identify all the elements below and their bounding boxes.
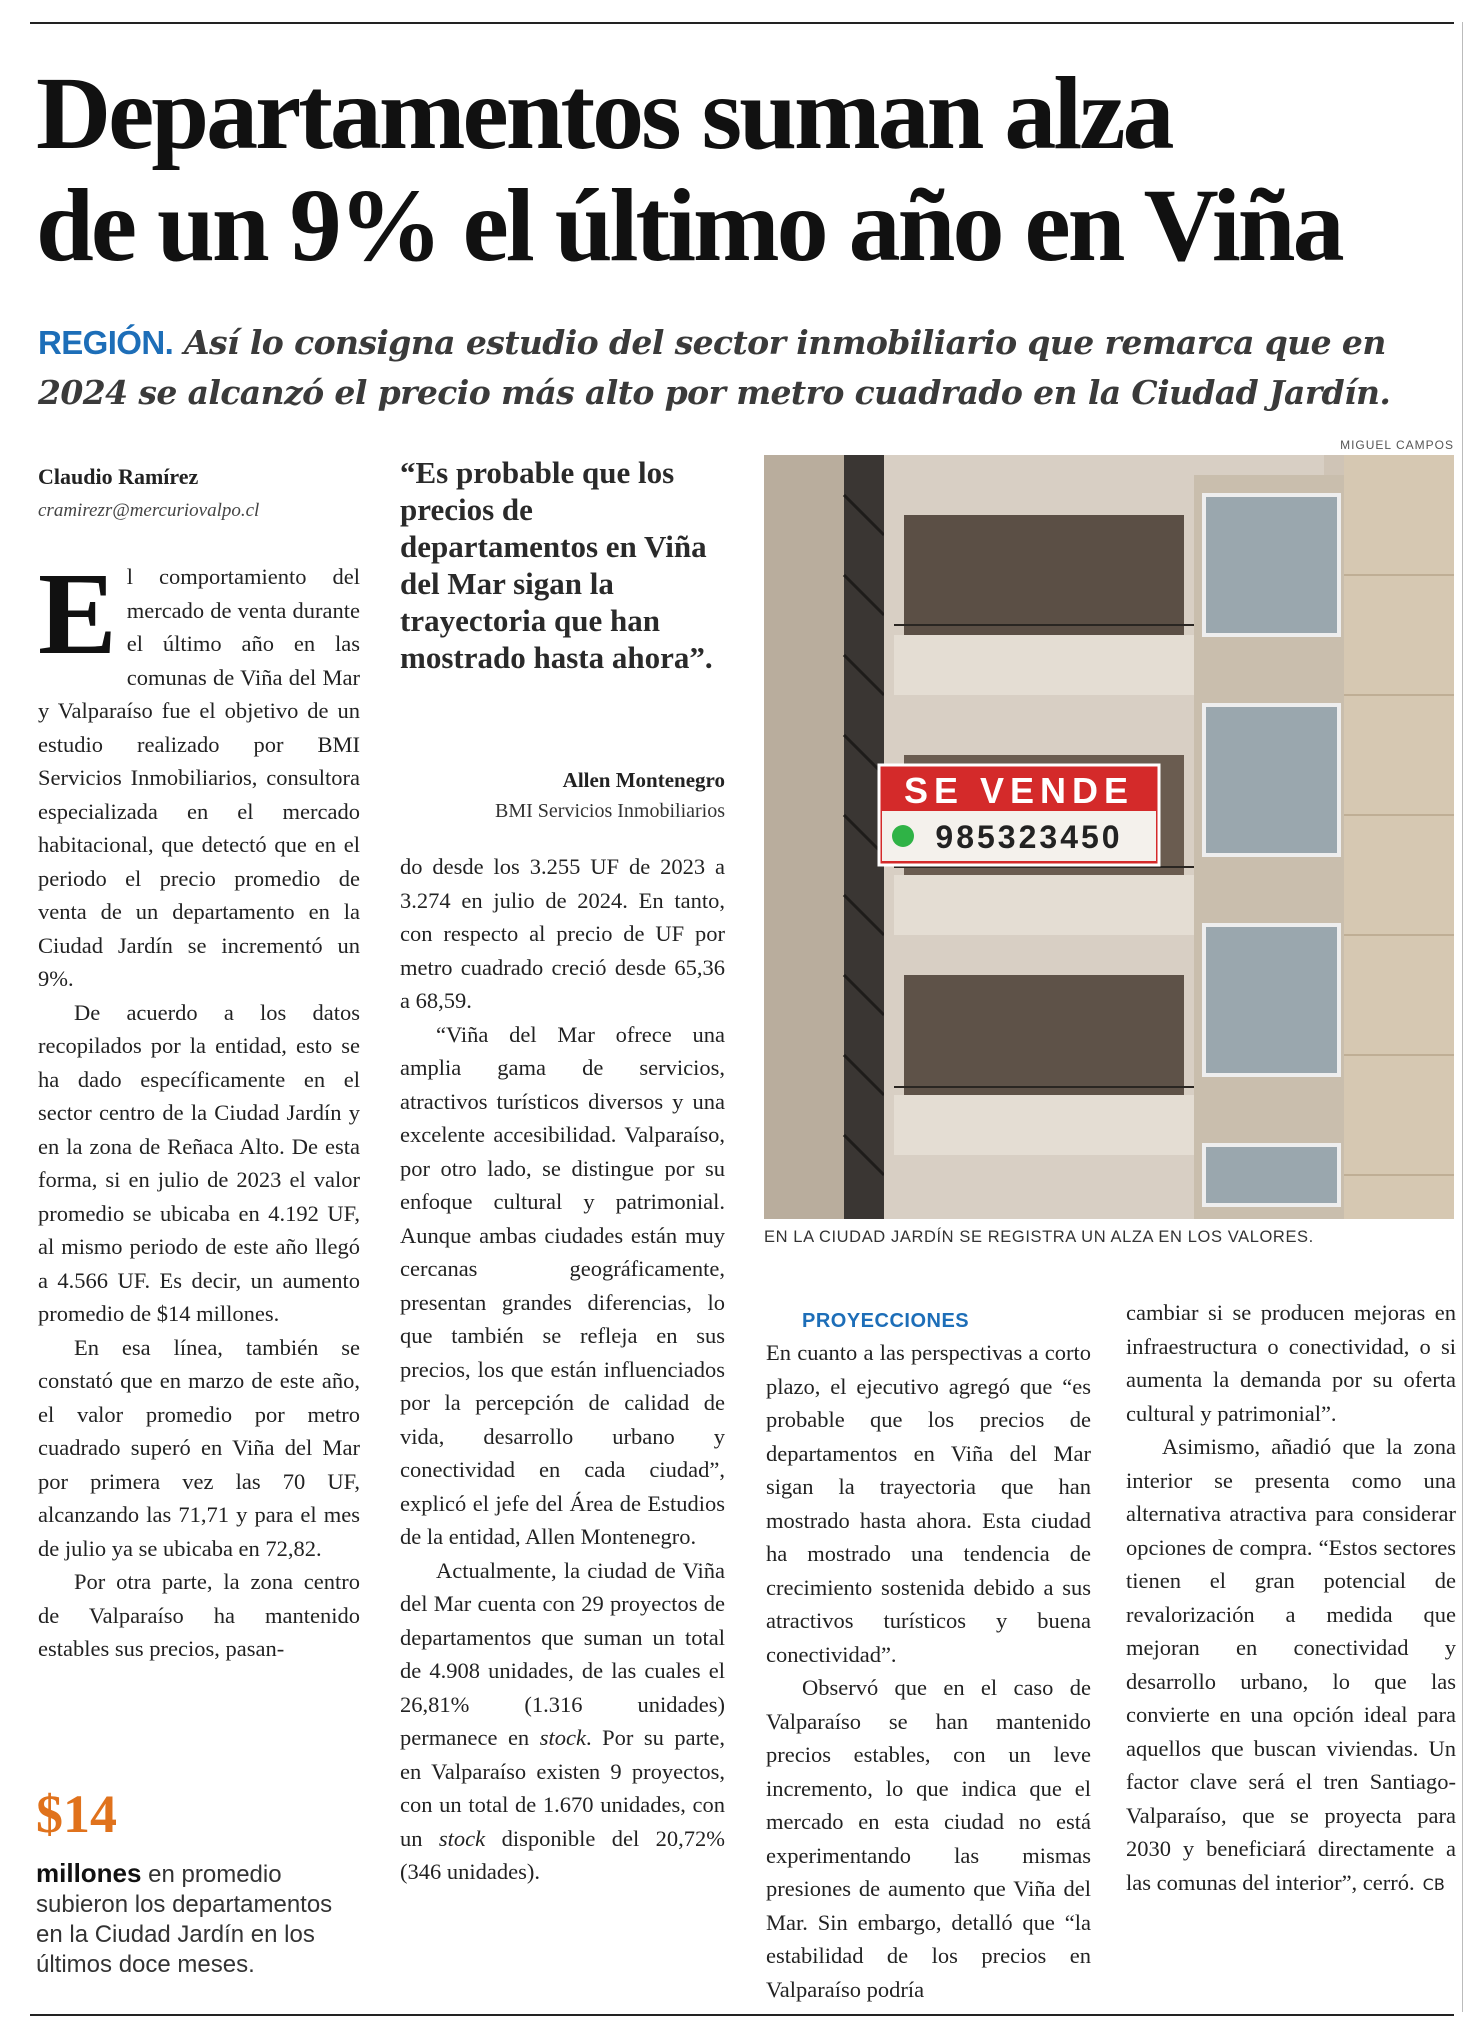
right-rule	[1462, 22, 1463, 2012]
whatsapp-icon	[892, 825, 914, 847]
pull-quote: “Es probable que los precios de departamentos en Viña del Mar sigan la trayectoria que han mostrado hasta ahora”.	[400, 455, 713, 675]
banner-text: SE VENDE	[903, 770, 1135, 811]
paragraph-4-start: Por otra parte, la zona centro de Valparaíso ha mantenido estables sus precios, pasan-	[38, 1569, 360, 1661]
paragraph-6: Actualmente, la ciudad de Viña del Mar cuenta con 29 proyectos de departamentos que suman un total de 4.908 unidades, de las cuales el 26,81% (1.316 unidades) permanece en stock. Por su parte, en Valparaíso existen 9 proyectos, con un total de 1.670 unidades, con un stock disponible del 20,72% (346 unidades).	[400, 1557, 726, 1884]
photo-credit: MIGUEL CAMPOS	[1340, 438, 1454, 452]
paragraph-4-continued: do desde los 3.255 UF de 2023 a 3.274 en julio de 2024. En tanto, con respecto al precio de UF por metro cuadrado creció desde 65,36 a 68,59.	[400, 854, 725, 1013]
stat-unit: millones	[36, 1858, 142, 1888]
paragraph-5: “Viña del Mar ofrece una amplia gama de servicios, atractivos turísticos diversos y una excelente accesibilidad. Valparaíso, por otro lado, se distingue por su enfoque cultural y patrimonial. Aunque ambas ciudades están muy cercanas geográficamente, presentan grandes diferencias, lo que también se refleja en sus precios, los que están influenciados por la percepción de calidad de vida, desarrollo urbano y conectividad en cada ciudad”, explicó el jefe del Área de Estudios de la entidad, Allen Montenegro.	[400, 1021, 725, 1549]
stat-text	[36, 1858, 356, 1980]
headline	[36, 58, 1446, 282]
byline-email[interactable]: cramirezr@mercuriovalpo.cl	[38, 500, 260, 521]
deck	[38, 318, 1448, 418]
headline-line-2: de un 9% el último año en Viña	[36, 168, 1342, 283]
body-column-3	[766, 1300, 1091, 2006]
quote-organization: BMI Servicios Inmobiliarios	[495, 800, 725, 822]
body-column-2	[400, 850, 725, 1889]
body-column-4	[1126, 1296, 1456, 1901]
paragraph-8-continued: cambiar si se producen mejoras en infraestructura o conectividad, o si aumenta la demanda por su oferta cultural y patrimonial”.	[1126, 1300, 1456, 1426]
deck-text: Así lo consigna estudio del sector inmobiliario que remarca que en 2024 se alcanzó el precio más alto por metro cuadrado en la Ciudad Jardín.	[38, 323, 1391, 412]
body-column-1	[38, 548, 360, 1666]
photo-caption: EN LA CIUDAD JARDÍN SE REGISTRA UN ALZA EN LOS VALORES.	[764, 1228, 1314, 1246]
stat-description: en promedio subieron los departamentos en la Ciudad Jardín en los últimos doce meses.	[36, 1861, 333, 1978]
quote-author: Allen Montenegro	[562, 768, 725, 792]
section-tag: REGIÓN.	[38, 324, 174, 361]
paragraph-2: De acuerdo a los datos recopilados por la entidad, esto se ha dado específicamente en el sector centro de la Ciudad Jardín y en la zona de Reñaca Alto. De esta forma, si en julio de 2023 el valor promedio se ubicaba en 4.192 UF, al mismo periodo de este año llegó a 4.566 UF. Es decir, un aumento promedio de $14 millones.	[38, 999, 360, 1326]
paragraph-7: En cuanto a las perspectivas a corto plazo, el ejecutivo agregó que “es probable que los precios de departamentos en Viña del Mar sigan la trayectoria que han mostrado hasta ahora. Esta ciudad ha mostrado una tendencia de crecimiento sostenida debido a sus atractivos turísticos y buena conectividad”.	[766, 1340, 1091, 1667]
section-heading: PROYECCIONES	[802, 1310, 970, 1332]
bottom-rule	[30, 2014, 1454, 2016]
end-mark-icon: CB	[1422, 1874, 1445, 1894]
banner-phone: 985323450	[935, 819, 1123, 855]
paragraph-9: Asimismo, añadió que la zona interior se presenta como una alternativa atractiva para considerar opciones de compra. “Estos sectores tienen el gran potencial de revalorización a medida que mejoran en conectividad y desarrollo urbano, lo que las convierte en una opción ideal para aquellos que buscan viviendas. Un factor clave será el tren Santiago-Valparaíso, que se proyecta para 2030 y beneficiará directamente a las comunas del interior”, cerró. CB	[1126, 1434, 1456, 1895]
building-illustration	[764, 455, 1454, 1219]
top-rule	[30, 22, 1454, 24]
paragraph-3: En esa línea, también se constató que en marzo de este año, el valor promedio por metro cuadrado superó en Viña del Mar por primera vez las 70 UF, alcanzando las 71,71 y para el mes de julio ya se ubicaba en 72,82.	[38, 1334, 360, 1561]
paragraph-8-start: Observó que en el caso de Valparaíso se han mantenido precios estables, con un leve incremento, lo que indica que el mercado en esta ciudad no está experimentando las mismas presiones de aumento que Viña del Mar. Sin embargo, detalló que “la estabilidad de los precios en Valparaíso podría	[766, 1675, 1091, 2002]
building-photo	[764, 455, 1454, 1219]
headline-line-1: Departamentos suman alza	[36, 56, 1172, 171]
stat-value: $14	[36, 1784, 117, 1844]
paragraph-1: El comportamiento del mercado de venta durante el último año en las comunas de Viña del Mar y Valparaíso fue el objetivo de un estudio realizado por BMI Servicios Inmobiliarios, consultora especializada en el mercado habitacional, que detectó que en el periodo el precio promedio de venta de un departamento en la Ciudad Jardín se incrementó un 9%.	[38, 548, 360, 991]
drop-cap: E	[38, 548, 117, 679]
byline-name: Claudio Ramírez	[38, 464, 199, 489]
